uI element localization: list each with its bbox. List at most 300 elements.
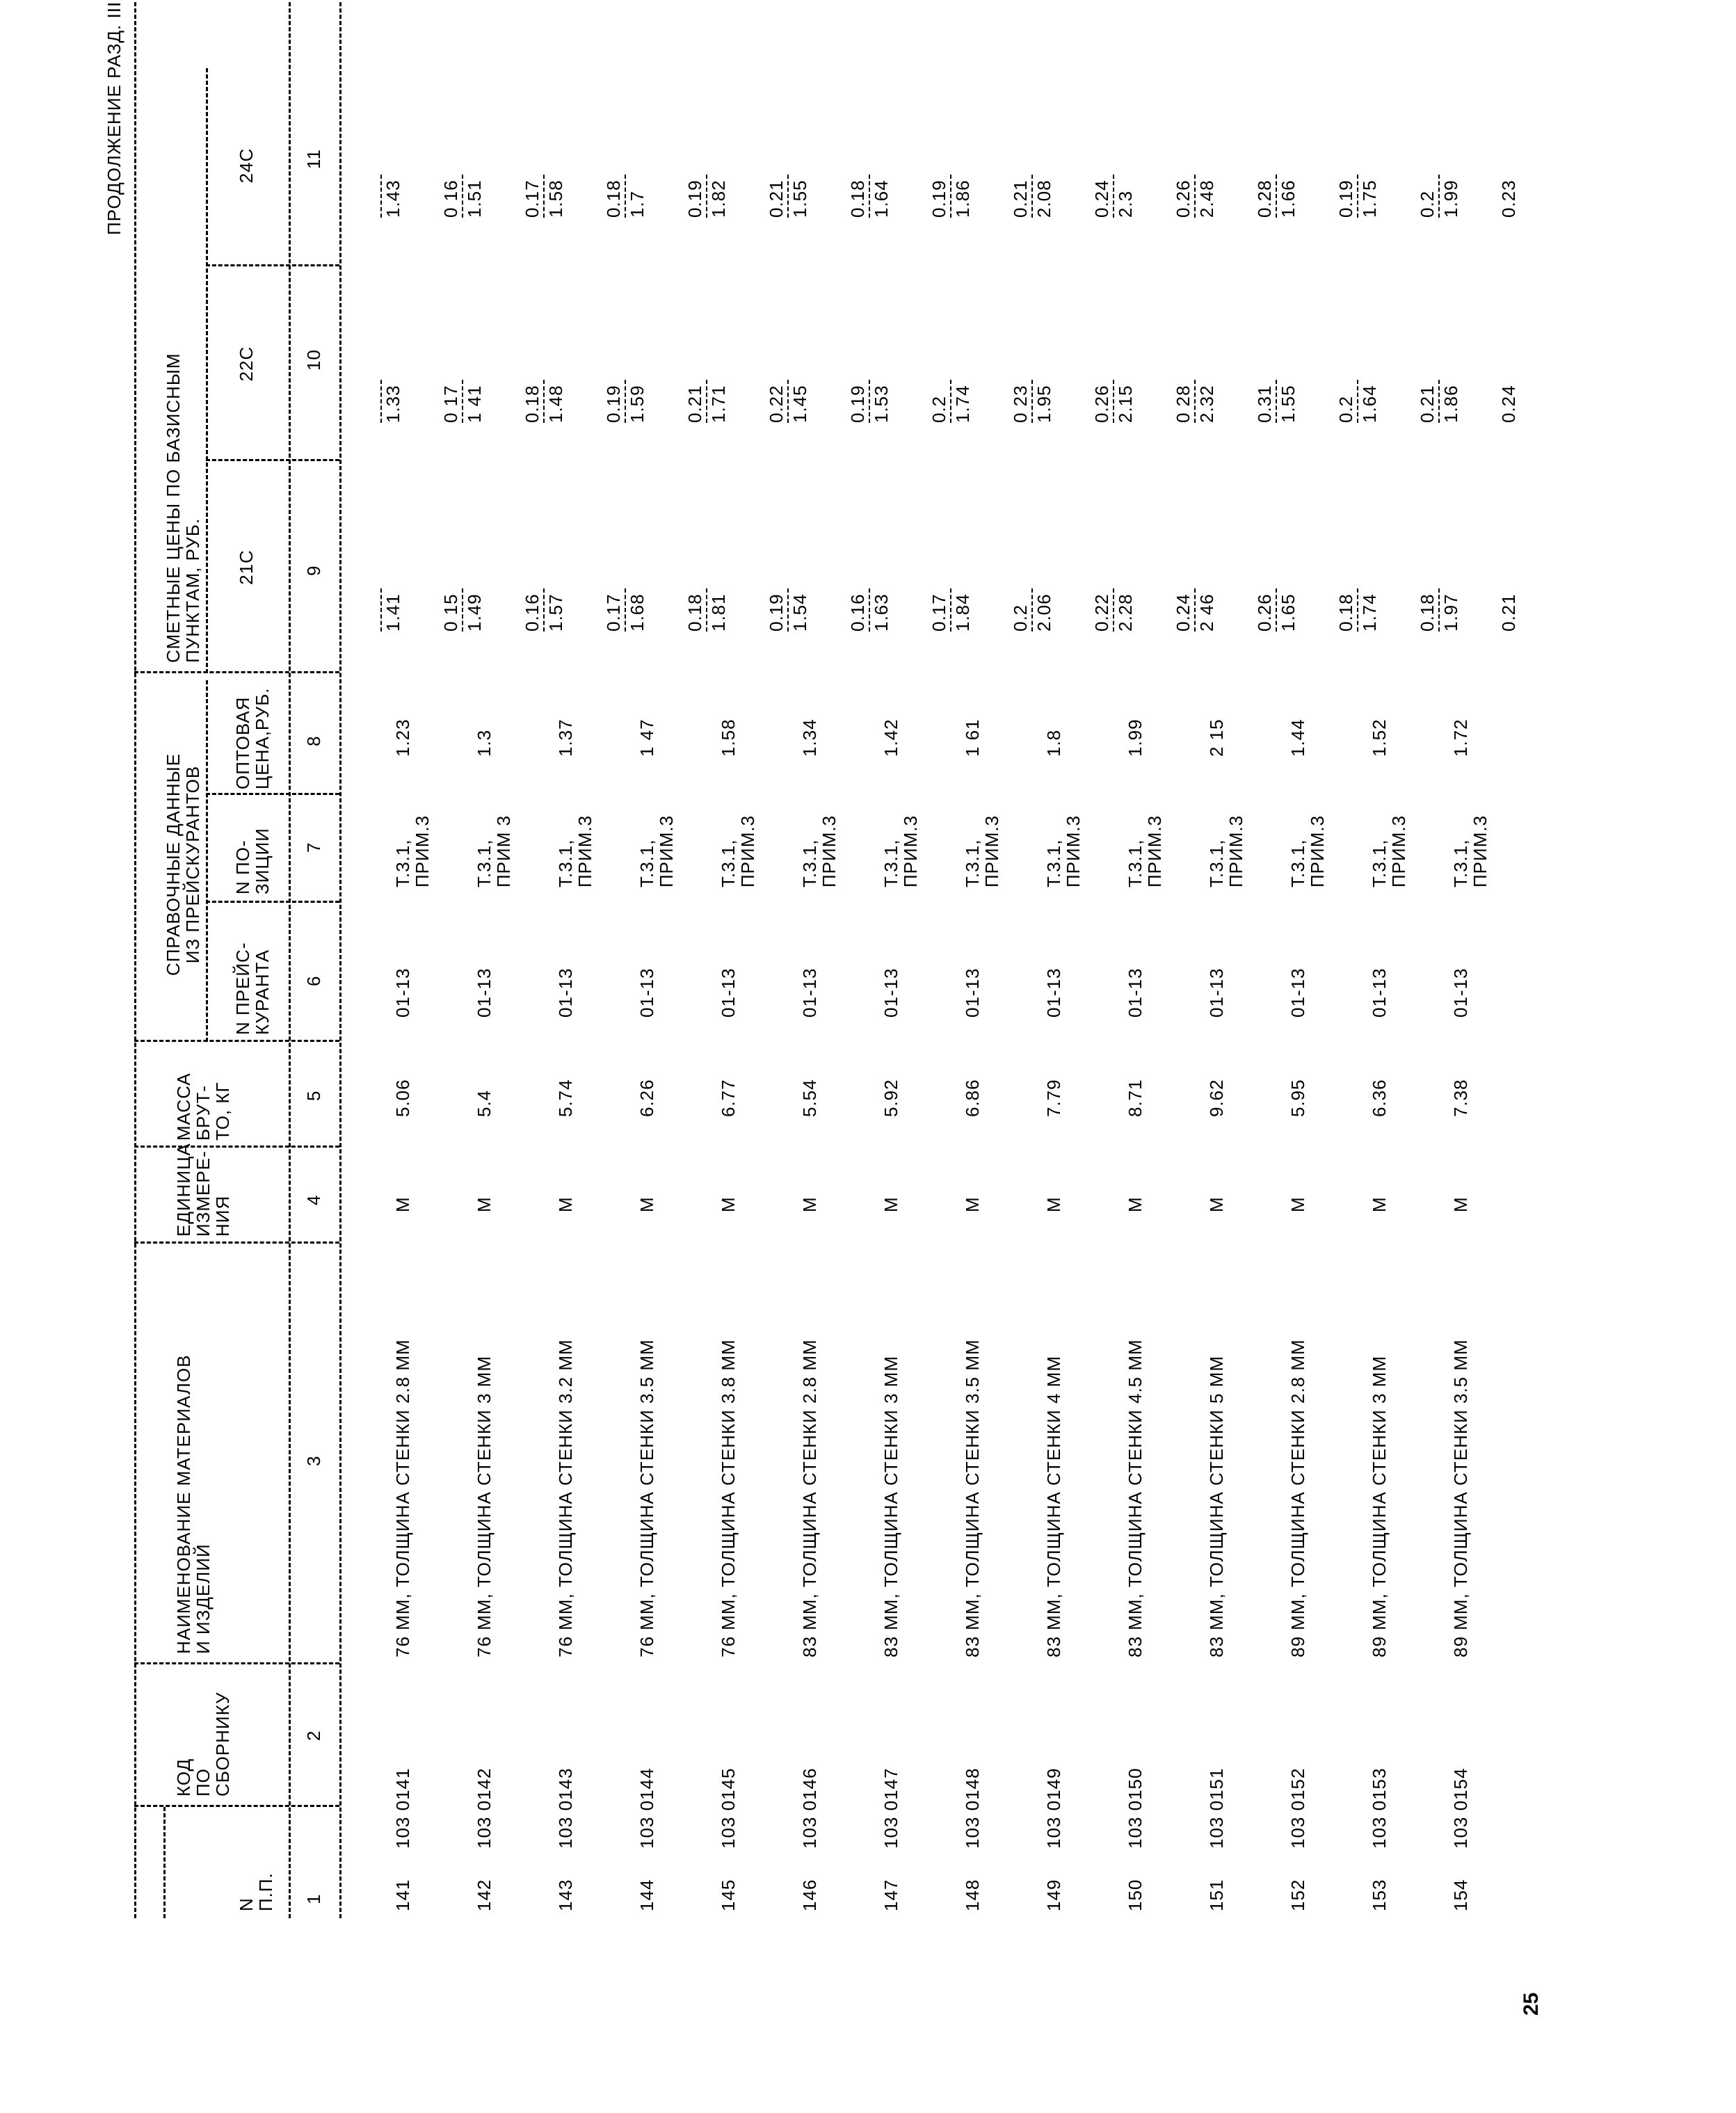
fraction-rule: [950, 588, 951, 632]
price-value: 1.86: [1440, 385, 1461, 423]
vsep-6: [206, 901, 339, 903]
fraction-rule: [1438, 588, 1440, 632]
row-name: 83 ММ, ТОЛЩИНА СТЕНКИ 4 ММ: [1043, 1356, 1064, 1657]
fraction-rule: [706, 588, 707, 632]
row-mass: 8.71: [1125, 1079, 1146, 1117]
price-fraction-p21: [522, 588, 565, 632]
row-number: 149: [1043, 1879, 1064, 1911]
fraction-rule: [1438, 380, 1440, 423]
row-wholesale: 1.99: [1125, 718, 1146, 757]
fraction-rule: [1357, 588, 1358, 632]
vsep-10: [206, 264, 339, 266]
price-value: 1.45: [789, 385, 810, 423]
fraction-rule: [787, 380, 789, 423]
row-pricelist: 01-13: [962, 967, 983, 1018]
column-number: 2: [303, 1730, 324, 1741]
row-name: 89 ММ, ТОЛЩИНА СТЕНКИ 2.8 ММ: [1287, 1339, 1308, 1657]
row-unit: М: [474, 1196, 495, 1212]
price-value: 2 46: [1196, 593, 1217, 632]
row-pricelist: 01-13: [881, 967, 901, 1018]
price-transport: 0.18: [847, 179, 868, 218]
price-fraction-p22: [604, 380, 647, 423]
price-transport: 0.24: [1091, 179, 1112, 218]
price-fraction-p22: [441, 380, 484, 423]
price-fraction-p24: [360, 175, 403, 218]
row-number: 145: [718, 1879, 739, 1911]
column-number: 8: [303, 735, 324, 746]
price-value: 2.06: [1034, 593, 1054, 632]
row-wholesale: 1 47: [636, 718, 657, 757]
row-position: Т.3.1,: [1206, 839, 1227, 887]
fraction-rule: [1113, 175, 1114, 218]
row-pricelist: 01-13: [474, 967, 495, 1018]
row-name: 83 ММ, ТОЛЩИНА СТЕНКИ 4.5 ММ: [1125, 1339, 1146, 1657]
price-fraction-p21: [929, 588, 972, 632]
price-fraction-p21: [766, 588, 810, 632]
fraction-rule: [543, 588, 545, 632]
row-name: 89 ММ, ТОЛЩИНА СТЕНКИ 3.5 ММ: [1450, 1339, 1471, 1657]
price-transport: 0 23: [1010, 385, 1031, 423]
fraction-rule: [950, 380, 951, 423]
row-position: Т.3.1,: [1450, 839, 1471, 887]
fraction-rule: [543, 380, 545, 423]
price-value: 1.54: [789, 593, 810, 632]
row-pricelist: 01-13: [1043, 967, 1064, 1018]
row-number: 154: [1450, 1879, 1471, 1911]
column-number: 3: [303, 1455, 324, 1466]
row-pricelist: 01-13: [555, 967, 576, 1018]
row-wholesale: 1.34: [799, 718, 820, 757]
row-mass: 6.36: [1369, 1079, 1390, 1117]
row-position: Т.3.1,: [474, 839, 495, 887]
row-unit: М: [1287, 1196, 1308, 1212]
fraction-rule: [706, 175, 707, 218]
row-position-note: ПРИМ.3: [1388, 814, 1409, 887]
price-fraction-p22: [1011, 380, 1054, 423]
header-prices-group: СМЕТНЫЕ ЦЕНЫ ПО БАЗИСНЫМ ПУНКТАМ, РУБ.: [163, 353, 203, 663]
header-code: КОД ПО СБОРНИКУ: [173, 1692, 233, 1797]
trailing-value-p24: 0.23: [1498, 179, 1519, 218]
trailing-value-p22: 0.24: [1498, 385, 1519, 423]
rule-ref-split: [206, 680, 208, 1042]
row-unit: М: [636, 1196, 657, 1212]
fraction-rule: [1113, 588, 1114, 632]
fraction-rule: [787, 175, 789, 218]
price-transport: 0 17: [440, 385, 461, 423]
price-transport: 0.16: [522, 593, 542, 632]
column-number: 11: [303, 149, 324, 169]
row-position: Т.3.1,: [555, 839, 576, 887]
vsep-7: [206, 793, 339, 795]
row-number: 150: [1125, 1879, 1146, 1911]
price-fraction-p22: [848, 380, 891, 423]
fraction-rule: [462, 380, 463, 423]
header-unit: ЕДИНИЦА ИЗМЕРЕ- НИЯ: [173, 1143, 233, 1237]
row-number: 148: [962, 1879, 983, 1911]
price-transport: 0.17: [522, 179, 542, 218]
fraction-rule: [625, 380, 626, 423]
column-number: 5: [303, 1090, 324, 1101]
price-transport: 0.19: [684, 179, 705, 218]
price-fraction-p21: [1092, 588, 1135, 632]
row-mass: 5.95: [1287, 1079, 1308, 1117]
row-position-note: ПРИМ.3: [737, 814, 758, 887]
vsep-4: [134, 1146, 339, 1148]
row-mass: 7.38: [1450, 1079, 1471, 1117]
price-fraction-p21: [1417, 588, 1461, 632]
price-fraction-p24: [1336, 175, 1379, 218]
row-position: Т.3.1,: [636, 839, 657, 887]
price-value: 1.49: [464, 593, 485, 632]
fraction-rule: [1113, 380, 1114, 423]
price-transport: 0.24: [1173, 593, 1194, 632]
price-value: 1.74: [952, 385, 973, 423]
price-transport: 0.17: [603, 593, 624, 632]
row-wholesale: 1.42: [881, 718, 901, 757]
price-value: 1.7: [627, 190, 648, 218]
header-wholesale: ОПТОВАЯ ЦЕНА,РУБ.: [232, 687, 273, 789]
price-fraction-p21: [1336, 588, 1379, 632]
price-transport: 0.19: [929, 179, 949, 218]
price-value: 1.55: [789, 179, 810, 218]
row-unit: М: [799, 1196, 820, 1212]
row-number: 146: [799, 1879, 820, 1911]
header-pricelist: N ПРЕЙС- КУРАНТА: [232, 942, 273, 1035]
fraction-rule: [380, 175, 382, 218]
row-position: Т.3.1,: [1043, 839, 1064, 887]
header-top-rule: [134, 0, 136, 1918]
price-value: 2.15: [1115, 385, 1136, 423]
page-number: 25: [1520, 1992, 1543, 2016]
price-value: 1 41: [464, 385, 485, 423]
row-mass: 5.74: [555, 1079, 576, 1117]
price-transport: 0.18: [1335, 593, 1356, 632]
price-fraction-p21: [1255, 588, 1298, 632]
price-fraction-p22: [929, 380, 972, 423]
row-unit: М: [1043, 1196, 1064, 1212]
rule-code-split: [163, 1807, 166, 1918]
row-name: 76 ММ, ТОЛЩИНА СТЕНКИ 3 ММ: [474, 1356, 495, 1657]
price-value: 1.64: [1359, 385, 1380, 423]
row-code: 103 0154: [1450, 1767, 1471, 1849]
price-value: 1.43: [383, 179, 403, 218]
row-name: 83 ММ, ТОЛЩИНА СТЕНКИ 2.8 ММ: [799, 1339, 820, 1657]
price-value: 2.48: [1196, 179, 1217, 218]
header-position: N ПО- ЗИЦИИ: [232, 828, 273, 894]
trailing-value-p21: 0.21: [1498, 593, 1519, 632]
row-wholesale: 1.72: [1450, 718, 1471, 757]
price-transport: 0.26: [1254, 593, 1275, 632]
row-pricelist: 01-13: [1125, 967, 1146, 1018]
row-code: 103 0152: [1287, 1767, 1308, 1849]
row-mass: 5.92: [881, 1079, 901, 1117]
price-value: 1.63: [871, 593, 892, 632]
row-mass: 5.54: [799, 1079, 820, 1117]
row-name: 76 ММ, ТОЛЩИНА СТЕНКИ 3.5 ММ: [636, 1339, 657, 1657]
price-transport: 0 15: [440, 593, 461, 632]
row-pricelist: 01-13: [1206, 967, 1227, 1018]
row-code: 103 0149: [1043, 1767, 1064, 1849]
price-fraction-p21: [1011, 588, 1054, 632]
row-mass: 5.4: [474, 1089, 495, 1117]
row-name: 76 ММ, ТОЛЩИНА СТЕНКИ 3.2 ММ: [555, 1339, 576, 1657]
row-code: 103 0142: [474, 1767, 495, 1849]
price-fraction-p22: [522, 380, 565, 423]
row-code: 103 0153: [1369, 1767, 1390, 1849]
price-transport: 0.18: [684, 593, 705, 632]
price-fraction-p24: [1173, 175, 1216, 218]
row-position-note: ПРИМ.3: [656, 814, 677, 887]
price-value: 1.68: [627, 593, 648, 632]
row-code: 103 0147: [881, 1767, 901, 1849]
price-value: 1.64: [871, 179, 892, 218]
fraction-rule: [1194, 588, 1196, 632]
column-number: 9: [303, 565, 324, 576]
price-value: 1.48: [545, 385, 566, 423]
row-wholesale: 1.58: [718, 718, 739, 757]
column-number: 1: [303, 1893, 324, 1904]
fraction-rule: [380, 380, 382, 423]
row-position: Т.3.1,: [881, 839, 901, 887]
price-fraction-p24: [848, 175, 891, 218]
price-value: 1.74: [1359, 593, 1380, 632]
fraction-rule: [1194, 380, 1196, 423]
row-code: 103 0146: [799, 1767, 820, 1849]
row-number: 152: [1287, 1879, 1308, 1911]
header-np: N П.П.: [236, 1872, 276, 1911]
row-pricelist: 01-13: [636, 967, 657, 1018]
row-position-note: ПРИМ.3: [981, 814, 1002, 887]
price-fraction-p22: [1173, 380, 1216, 423]
header-22c: 22С: [236, 346, 257, 382]
row-pricelist: 01-13: [1369, 967, 1390, 1018]
price-value: 2.3: [1115, 190, 1136, 218]
row-pricelist: 01-13: [1450, 967, 1471, 1018]
row-position-note: ПРИМ.3: [1063, 814, 1084, 887]
row-number: 151: [1206, 1879, 1227, 1911]
row-mass: 6.26: [636, 1079, 657, 1117]
fraction-rule: [380, 588, 382, 632]
header-name: НАИМЕНОВАНИЕ МАТЕРИАЛОВ И ИЗДЕЛИЙ: [173, 1354, 214, 1654]
rule-before-colnums: [289, 0, 291, 1918]
fraction-rule: [1357, 380, 1358, 423]
price-transport: 0.22: [1091, 593, 1112, 632]
price-fraction-p21: [441, 588, 484, 632]
vsep-3: [134, 1242, 339, 1244]
row-unit: М: [1450, 1196, 1471, 1212]
row-position-note: ПРИМ.3: [1144, 814, 1165, 887]
fraction-rule: [950, 175, 951, 218]
row-pricelist: 01-13: [718, 967, 739, 1018]
price-value: 1.84: [952, 593, 973, 632]
rule-prices-split: [206, 68, 208, 673]
fraction-rule: [1276, 175, 1277, 218]
row-number: 153: [1369, 1879, 1390, 1911]
row-position-note: ПРИМ 3: [493, 814, 514, 887]
price-fraction-p21: [848, 588, 891, 632]
price-value: 1.71: [708, 385, 729, 423]
row-position-note: ПРИМ.3: [412, 814, 433, 887]
price-transport: 0.2: [929, 395, 949, 423]
fraction-rule: [1357, 175, 1358, 218]
vsep-1: [134, 1805, 339, 1807]
fraction-rule: [462, 588, 463, 632]
rule-after-colnums: [339, 0, 341, 1918]
price-fraction-p24: [604, 175, 647, 218]
price-fraction-p24: [685, 175, 728, 218]
row-name: 89 ММ, ТОЛЩИНА СТЕНКИ 3 ММ: [1369, 1356, 1390, 1657]
row-unit: М: [881, 1196, 901, 1212]
price-fraction-p24: [766, 175, 810, 218]
price-fraction-p22: [766, 380, 810, 423]
row-unit: М: [962, 1196, 983, 1212]
row-pricelist: 01-13: [1287, 967, 1308, 1018]
price-transport: 0 28: [1173, 385, 1194, 423]
price-transport: 0.19: [847, 385, 868, 423]
fraction-rule: [462, 175, 463, 218]
price-value: 1.51: [464, 179, 485, 218]
row-pricelist: 01-13: [392, 967, 413, 1018]
price-value: 1.99: [1440, 179, 1461, 218]
vsep-5: [134, 1040, 339, 1042]
row-position: Т.3.1,: [392, 839, 413, 887]
fraction-rule: [625, 588, 626, 632]
price-transport: 0.18: [1417, 593, 1438, 632]
price-fraction-p22: [1417, 380, 1461, 423]
price-transport: 0.2: [1010, 604, 1031, 632]
price-transport: 0.19: [766, 593, 787, 632]
row-unit: М: [392, 1196, 413, 1212]
row-name: 83 ММ, ТОЛЩИНА СТЕНКИ 3.5 ММ: [962, 1339, 983, 1657]
price-value: 1.55: [1278, 385, 1299, 423]
row-position: Т.3.1,: [718, 839, 739, 887]
row-position-note: ПРИМ.3: [1225, 814, 1246, 887]
price-transport: 0.26: [1091, 385, 1112, 423]
price-fraction-p24: [1255, 175, 1298, 218]
price-fraction-p22: [1092, 380, 1135, 423]
row-unit: М: [1369, 1196, 1390, 1212]
price-fraction-p21: [360, 588, 403, 632]
row-number: 142: [474, 1879, 495, 1911]
row-code: 103 0143: [555, 1767, 576, 1849]
fraction-rule: [625, 175, 626, 218]
row-position-note: ПРИМ.3: [1470, 814, 1490, 887]
price-fraction-p21: [1173, 588, 1216, 632]
row-name: 83 ММ, ТОЛЩИНА СТЕНКИ 5 ММ: [1206, 1356, 1227, 1657]
row-number: 143: [555, 1879, 576, 1911]
price-transport: 0.22: [766, 385, 787, 423]
row-wholesale: 1.37: [555, 718, 576, 757]
price-transport: 0.17: [929, 593, 949, 632]
row-position: Т.3.1,: [1125, 839, 1146, 887]
price-fraction-p24: [1011, 175, 1054, 218]
price-value: 1.82: [708, 179, 729, 218]
fraction-rule: [869, 175, 870, 218]
price-value: 1.95: [1034, 385, 1054, 423]
price-transport: [360, 175, 379, 218]
price-fraction-p24: [522, 175, 565, 218]
row-wholesale: 2 15: [1206, 718, 1227, 757]
vsep-2: [134, 1662, 339, 1664]
price-transport: 0.28: [1254, 179, 1275, 218]
row-unit: М: [1125, 1196, 1146, 1212]
row-position: Т.3.1,: [962, 839, 983, 887]
price-value: 2.32: [1196, 385, 1217, 423]
row-number: 144: [636, 1879, 657, 1911]
row-wholesale: 1 61: [962, 718, 983, 757]
row-number: 147: [881, 1879, 901, 1911]
price-transport: 0.21: [684, 385, 705, 423]
row-position: Т.3.1,: [1287, 839, 1308, 887]
row-position-note: ПРИМ.3: [900, 814, 921, 887]
header-21c: 21С: [236, 549, 257, 585]
row-wholesale: 1.8: [1043, 729, 1064, 757]
price-transport: 0 16: [440, 179, 461, 218]
price-transport: 0.2: [1417, 190, 1438, 218]
price-value: 1.86: [952, 179, 973, 218]
row-unit: М: [555, 1196, 576, 1212]
price-value: 1.53: [871, 385, 892, 423]
column-number: 10: [303, 349, 324, 371]
row-code: 103 0144: [636, 1767, 657, 1849]
row-name: 83 ММ, ТОЛЩИНА СТЕНКИ 3 ММ: [881, 1356, 901, 1657]
fraction-rule: [1276, 588, 1277, 632]
row-name: 76 ММ, ТОЛЩИНА СТЕНКИ 3.8 ММ: [718, 1339, 739, 1657]
price-transport: 0.26: [1173, 179, 1194, 218]
row-mass: 6.77: [718, 1079, 739, 1117]
price-transport: 0.21: [1417, 385, 1438, 423]
price-fraction-p22: [1255, 380, 1298, 423]
row-mass: 7.79: [1043, 1079, 1064, 1117]
fraction-rule: [1031, 588, 1033, 632]
price-value: 1.65: [1278, 593, 1299, 632]
price-value: 1.33: [383, 385, 403, 423]
row-mass: 5.06: [392, 1079, 413, 1117]
row-code: 103 0145: [718, 1767, 739, 1849]
price-value: 1.58: [545, 179, 566, 218]
fraction-rule: [869, 588, 870, 632]
header-mass: МАССА БРУТ- ТО, КГ: [173, 1072, 233, 1141]
header-ref-group: СПРАВОЧНЫЕ ДАННЫЕ ИЗ ПРЕЙСКУРАНТОВ: [163, 753, 203, 977]
row-mass: 6.86: [962, 1079, 983, 1117]
vsep-9: [206, 459, 339, 461]
price-transport: 0.18: [522, 385, 542, 423]
price-transport: 0.19: [603, 385, 624, 423]
header-24c: 24С: [236, 147, 257, 184]
price-fraction-p21: [604, 588, 647, 632]
row-wholesale: 1.3: [474, 729, 495, 757]
price-fraction-p24: [1417, 175, 1461, 218]
row-position: Т.3.1,: [799, 839, 820, 887]
row-wholesale: 1.44: [1287, 718, 1308, 757]
price-transport: 0.2: [1335, 395, 1356, 423]
price-fraction-p24: [441, 175, 484, 218]
running-header: ПРОДОЛЖЕНИЕ РАЗД. III: [104, 1, 124, 235]
price-fraction-p24: [1092, 175, 1135, 218]
row-code: 103 0141: [392, 1767, 413, 1849]
row-number: 141: [392, 1879, 413, 1911]
fraction-rule: [543, 175, 545, 218]
fraction-rule: [1031, 380, 1033, 423]
row-code: 103 0148: [962, 1767, 983, 1849]
fraction-rule: [1194, 175, 1196, 218]
price-transport: [360, 588, 379, 632]
price-transport: [360, 380, 379, 423]
price-fraction-p24: [929, 175, 972, 218]
price-transport: 0.21: [1010, 179, 1031, 218]
row-position-note: ПРИМ.3: [574, 814, 595, 887]
price-fraction-p22: [1336, 380, 1379, 423]
